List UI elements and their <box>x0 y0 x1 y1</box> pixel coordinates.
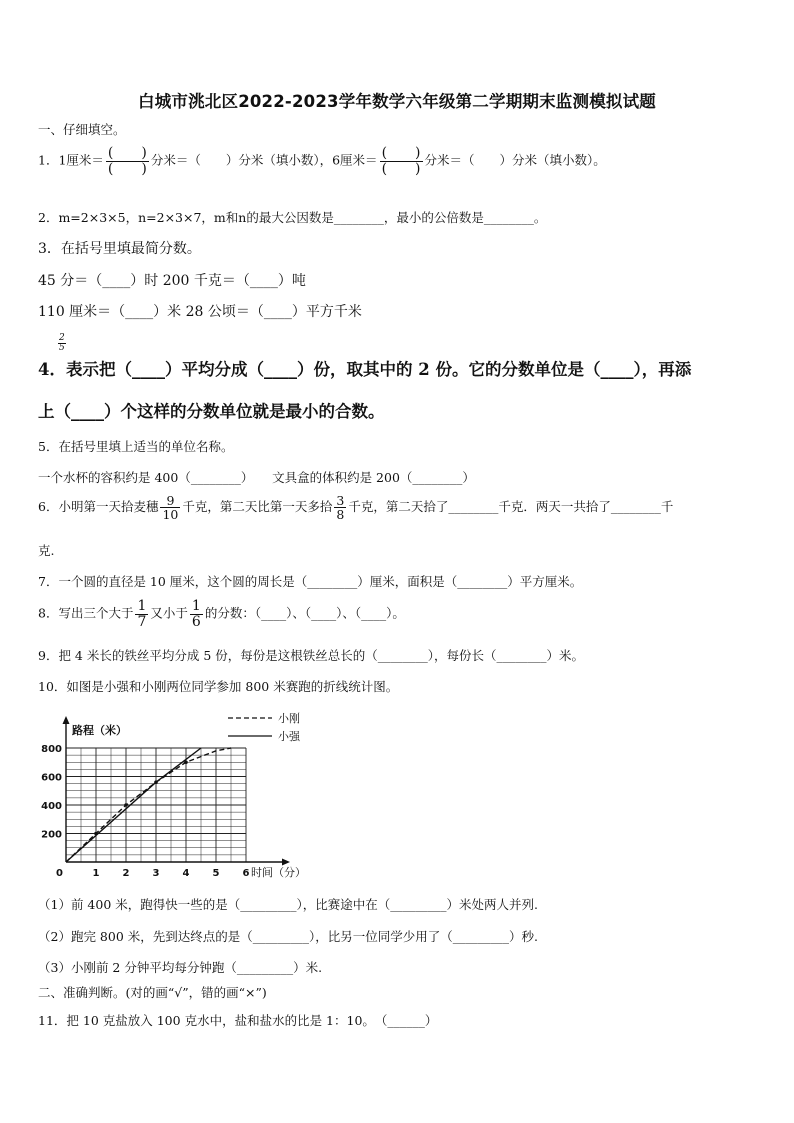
q8-text-3: 的分数：（____）、（____）、（____）。 <box>204 605 405 621</box>
q1-frac2-num: ( ) <box>381 145 421 161</box>
question-10-heading: 10．如图是小强和小刚两位同学参加 800 米赛跑的折线统计图。 <box>38 679 399 694</box>
question-10-sub-3: （3）小刚前 2 分钟平均每分钟跑（_________）米. <box>38 960 323 975</box>
q6-frac1-den: 10 <box>162 507 179 523</box>
question-6-row-2: 克. <box>38 543 55 558</box>
question-3-row-2: 110 厘米＝（____）米 28 公顷＝（____）平方千米 <box>38 304 362 320</box>
chart-legend <box>228 711 301 743</box>
question-4-row-2: 上（____）个这样的分数单位就是最小的合数。 <box>38 402 385 421</box>
q1-frac1-num: ( ) <box>107 145 147 161</box>
q1-frac2-den: ( ) <box>381 160 421 177</box>
q6-text-3: 千克，第二天拾了________千克．两天一共拾了________千 <box>348 499 674 515</box>
section-1-heading: 一、仔细填空。 <box>38 122 126 137</box>
q8-fraction-1 <box>135 599 148 629</box>
page-title: 白城市洮北区2022-2023学年数学六年级第二学期期末监测模拟试题 <box>138 92 656 111</box>
question-6 <box>38 494 673 521</box>
q1-frac1-den: ( ) <box>107 160 147 177</box>
origin-label: 0 <box>56 868 63 879</box>
q6-frac2-den: 8 <box>336 507 345 523</box>
question-10-sub-2: （2）跑完 800 米，先到达终点的是（_________），比另一位同学少用了（_________）秒. <box>38 929 538 944</box>
question-3-heading: 3．在括号里填最简分数。 <box>38 241 201 257</box>
q6-fraction-1 <box>160 494 180 521</box>
x-tick-label: 4 <box>182 868 190 879</box>
q1-fraction-2 <box>380 146 423 176</box>
legend-label: 小刚 <box>278 712 300 725</box>
q8-frac2-num: 1 <box>191 598 201 614</box>
q6-frac1-num: 9 <box>160 494 180 508</box>
q6-text-2: 千克，第二天比第一天多拾 <box>182 499 333 515</box>
question-8 <box>38 599 405 629</box>
question-5-row-1: 一个水杯的容积约是 400（________） 文具盒的体积约是 200（________） <box>38 470 475 485</box>
q6-frac2-num: 3 <box>336 493 345 508</box>
y-axis-arrow <box>63 716 70 724</box>
y-tick-label: 800 <box>41 744 62 755</box>
question-7: 7．一个圆的直径是 10 厘米，这个圆的周长是（________）厘米，面积是（________）平方厘米。 <box>38 574 583 589</box>
q8-fraction-2 <box>190 599 203 629</box>
q4-frac-num: 2 <box>59 333 65 343</box>
question-4-row-1: 4．表示把（____）平均分成（____）份，取其中的 2 份。它的分数单位是（____），再添 <box>38 360 692 379</box>
question-2: 2．m=2×3×5，n=2×3×7，m和n的最大公因数是________，最小的公倍数是________。 <box>38 210 547 225</box>
x-tick-label: 1 <box>92 868 100 879</box>
q6-text-1: 6．小明第一天拾麦穗 <box>38 499 159 515</box>
legend-label: 小强 <box>278 730 300 743</box>
question-3-row-1: 45 分＝（____）时 200 千克＝（____）吨 <box>38 273 306 289</box>
q8-frac1-num: 1 <box>137 598 147 614</box>
question-5-heading: 5．在括号里填上适当的单位名称。 <box>38 439 234 454</box>
x-tick-label: 3 <box>152 868 160 879</box>
x-tick-label: 6 <box>242 868 250 879</box>
question-9: 9．把 4 米长的铁丝平均分成 5 份，每份是这根铁丝总长的（________），每份长（________）米。 <box>38 648 585 663</box>
y-tick-label: 400 <box>41 801 62 812</box>
question-10-sub-1: （1）前 400 米，跑得快一些的是（_________），比赛途中在（_________）米处两人并列. <box>38 897 538 912</box>
y-tick-label: 600 <box>41 772 62 784</box>
section-2-heading: 二、准确判断。(对的画“√”，错的画“×”) <box>38 985 267 1000</box>
q8-frac1-den: 7 <box>137 613 147 630</box>
x-tick-label: 2 <box>122 868 130 879</box>
chart-grid <box>66 748 246 862</box>
y-tick-label: 200 <box>41 829 62 841</box>
q1-text-3: 分米＝（ ）分米（填小数）。 <box>424 152 606 168</box>
q1-fraction-1 <box>106 146 149 176</box>
x-axis-arrow <box>282 859 290 866</box>
distance-time-line-chart <box>30 704 330 884</box>
x-tick-label: 5 <box>212 868 220 879</box>
question-1 <box>38 146 606 176</box>
question-11: 11．把 10 克盐放入 100 克水中，盐和盐水的比是 1：10。 （______） <box>38 1013 438 1028</box>
series-point-xiaogang <box>124 803 128 807</box>
q6-fraction-2 <box>334 494 346 521</box>
q8-text-1: 8．写出三个大于 <box>38 605 134 621</box>
q1-text-2: 分米＝（ ）分米（填小数），6厘米＝ <box>150 152 378 168</box>
q1-text-1: 1．1厘米＝ <box>38 152 104 168</box>
q8-frac2-den: 6 <box>191 613 201 630</box>
q4-fraction <box>58 334 66 353</box>
y-axis-label: 路程（米） <box>72 724 127 737</box>
q4-frac-den: 5 <box>59 343 65 353</box>
q8-text-2: 又小于 <box>150 605 188 621</box>
x-axis-label: 时间（分） <box>251 866 306 879</box>
